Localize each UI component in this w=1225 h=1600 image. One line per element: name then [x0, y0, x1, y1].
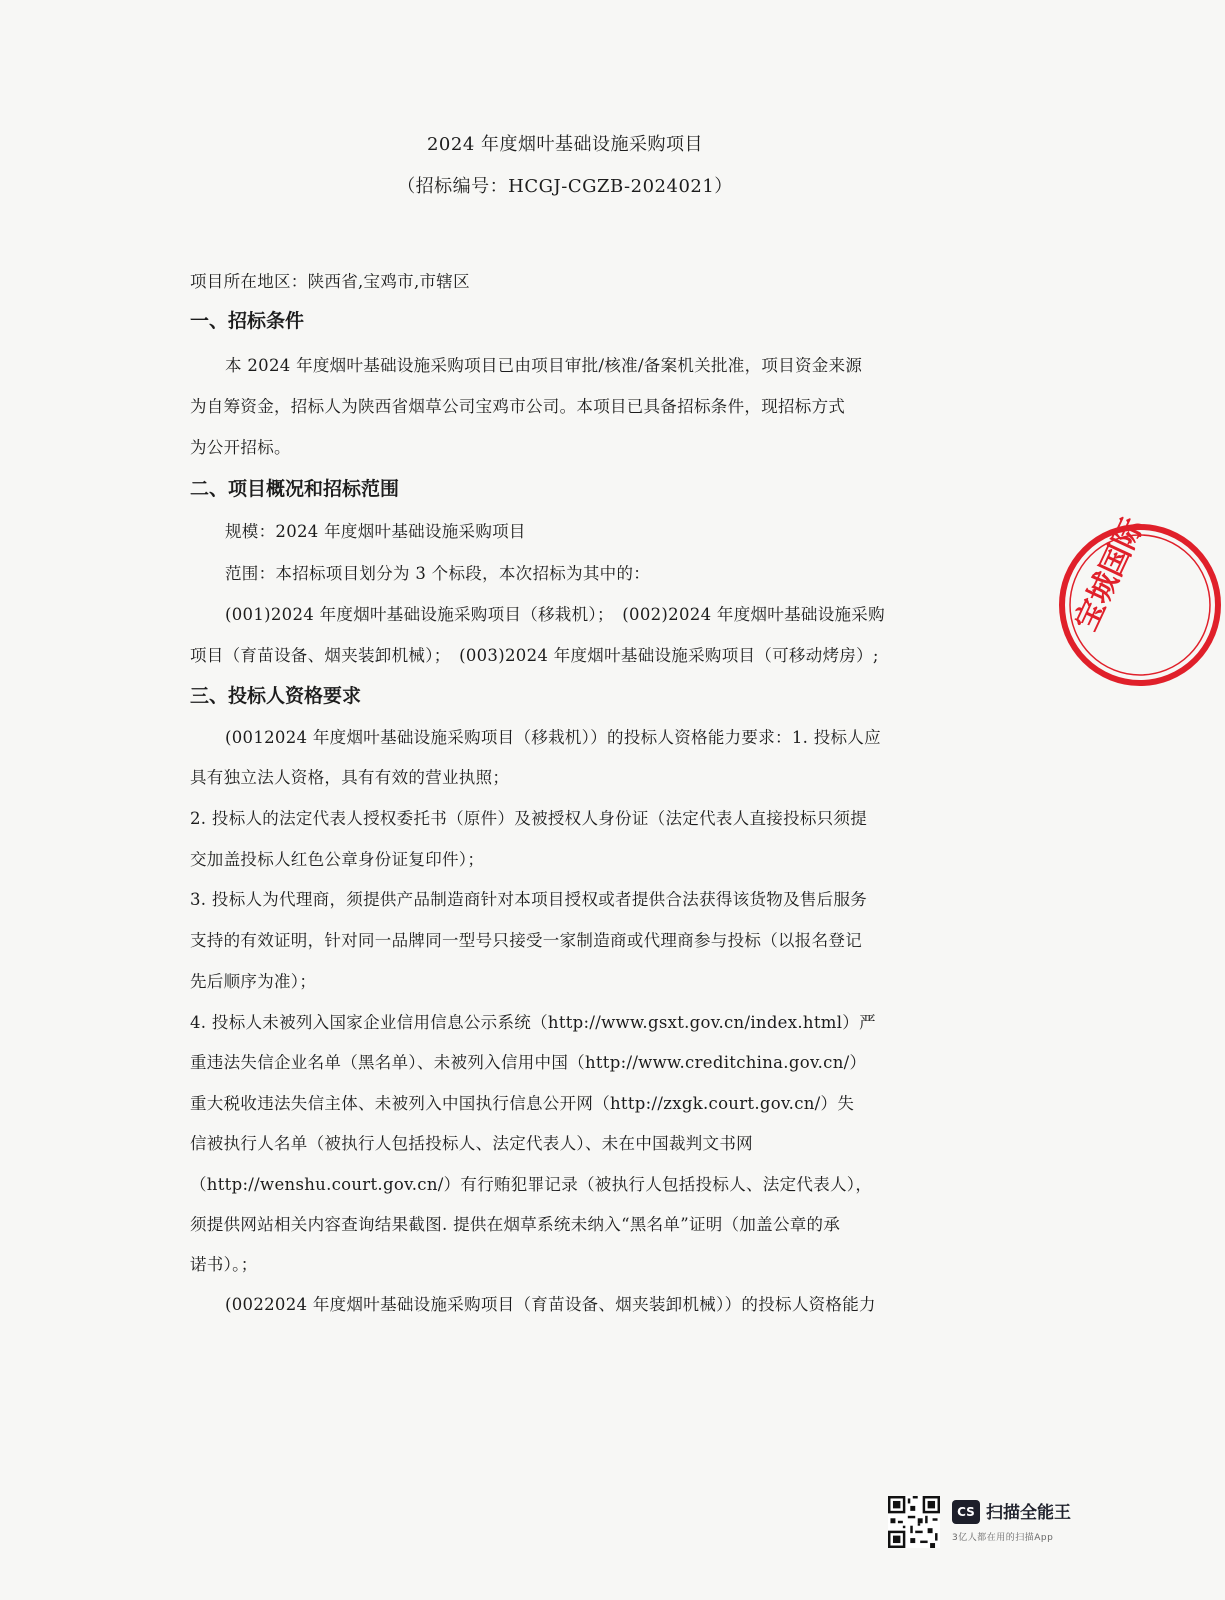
section-2-line: 项目（育苗设备、烟夹装卸机械）； (003)2024 年度烟叶基础设施采购项目（可移动烤房）; — [190, 646, 879, 665]
seal-text: 宝城国际 — [1068, 512, 1152, 637]
section-3-heading: 三、投标人资格要求 — [190, 685, 362, 707]
section-3-line: （http://wenshu.court.gov.cn/）有行贿犯罪记录（被执行人包括投标人、法定代表人）， — [190, 1175, 873, 1194]
cs-logo: CS — [952, 1500, 980, 1524]
section-1-line: 为公开招标。 — [190, 438, 291, 457]
official-seal — [1055, 512, 1225, 690]
section-3-line: 具有独立法人资格，具有有效的营业执照； — [190, 768, 510, 787]
section-3-line: 交加盖投标人红色公章身份证复印件）； — [190, 850, 485, 869]
section-3-line: 须提供网站相关内容查询结果截图. 提供在烟草系统未纳入“黑名单”证明（加盖公章的承 — [190, 1215, 841, 1234]
section-1-line: 为自筹资金，招标人为陕西省烟草公司宝鸡市公司。本项目已具备招标条件，现招标方式 — [190, 397, 846, 416]
section-3-line: 2. 投标人的法定代表人授权委托书（原件）及被授权人身份证（法定代表人直接投标只须提 — [190, 809, 868, 828]
section-3-line: 3. 投标人为代理商，须提供产品制造商针对本项目授权或者提供合法获得该货物及售后服务 — [190, 890, 868, 909]
section-2-line: (001)2024 年度烟叶基础设施采购项目（移栽机）； (002)2024 年度烟叶基础设施采购 — [225, 605, 885, 624]
section-3-line: 支持的有效证明，针对同一品牌同一型号只接受一家制造商或代理商参与投标（以报名登记 — [190, 931, 862, 950]
section-3-line: (0012024 年度烟叶基础设施采购项目（移栽机））的投标人资格能力要求：1. 投标人应 — [225, 728, 881, 747]
section-1-line: 本 2024 年度烟叶基础设施采购项目已由项目审批/核准/备案机关批准，项目资金来源 — [225, 356, 863, 375]
section-2-heading: 二、项目概况和招标范围 — [190, 478, 400, 500]
scanner-app-name: 扫描全能王 — [986, 1503, 1071, 1523]
section-2-line: 范围：本招标项目划分为 3 个标段，本次招标为其中的： — [225, 564, 651, 583]
scanner-watermark — [888, 1496, 1098, 1552]
section-2-line: 规模：2024 年度烟叶基础设施采购项目 — [225, 522, 526, 541]
section-3-line: 4. 投标人未被列入国家企业信用信息公示系统（http://www.gsxt.gov.cn/index.html）严 — [190, 1013, 876, 1032]
project-region: 项目所在地区：陕西省,宝鸡市,市辖区 — [190, 272, 470, 291]
section-3-line: 诺书）。； — [190, 1255, 258, 1274]
section-3-line: 重大税收违法失信主体、未被列入中国执行信息公开网（http://zxgk.court.gov.cn/）失 — [190, 1094, 855, 1113]
section-1-heading: 一、招标条件 — [190, 310, 305, 332]
section-3-line: 先后顺序为准）； — [190, 972, 317, 991]
document-title: 2024 年度烟叶基础设施采购项目 — [426, 134, 704, 155]
section-3-line: 信被执行人名单（被执行人包括投标人、法定代表人）、未在中国裁判文书网 — [190, 1134, 753, 1153]
tender-code: （招标编号：HCGJ-CGZB-2024021） — [397, 176, 733, 197]
section-3-line: 重违法失信企业名单（黑名单）、未被列入信用中国（http://www.creditchina.gov.cn/） — [190, 1053, 867, 1072]
scanner-app-slogan: 3亿人都在用的扫描App — [952, 1533, 1054, 1543]
section-3-line: (0022024 年度烟叶基础设施采购项目（育苗设备、烟夹装卸机械））的投标人资格能力 — [225, 1295, 876, 1314]
qr-code-icon — [888, 1496, 940, 1548]
